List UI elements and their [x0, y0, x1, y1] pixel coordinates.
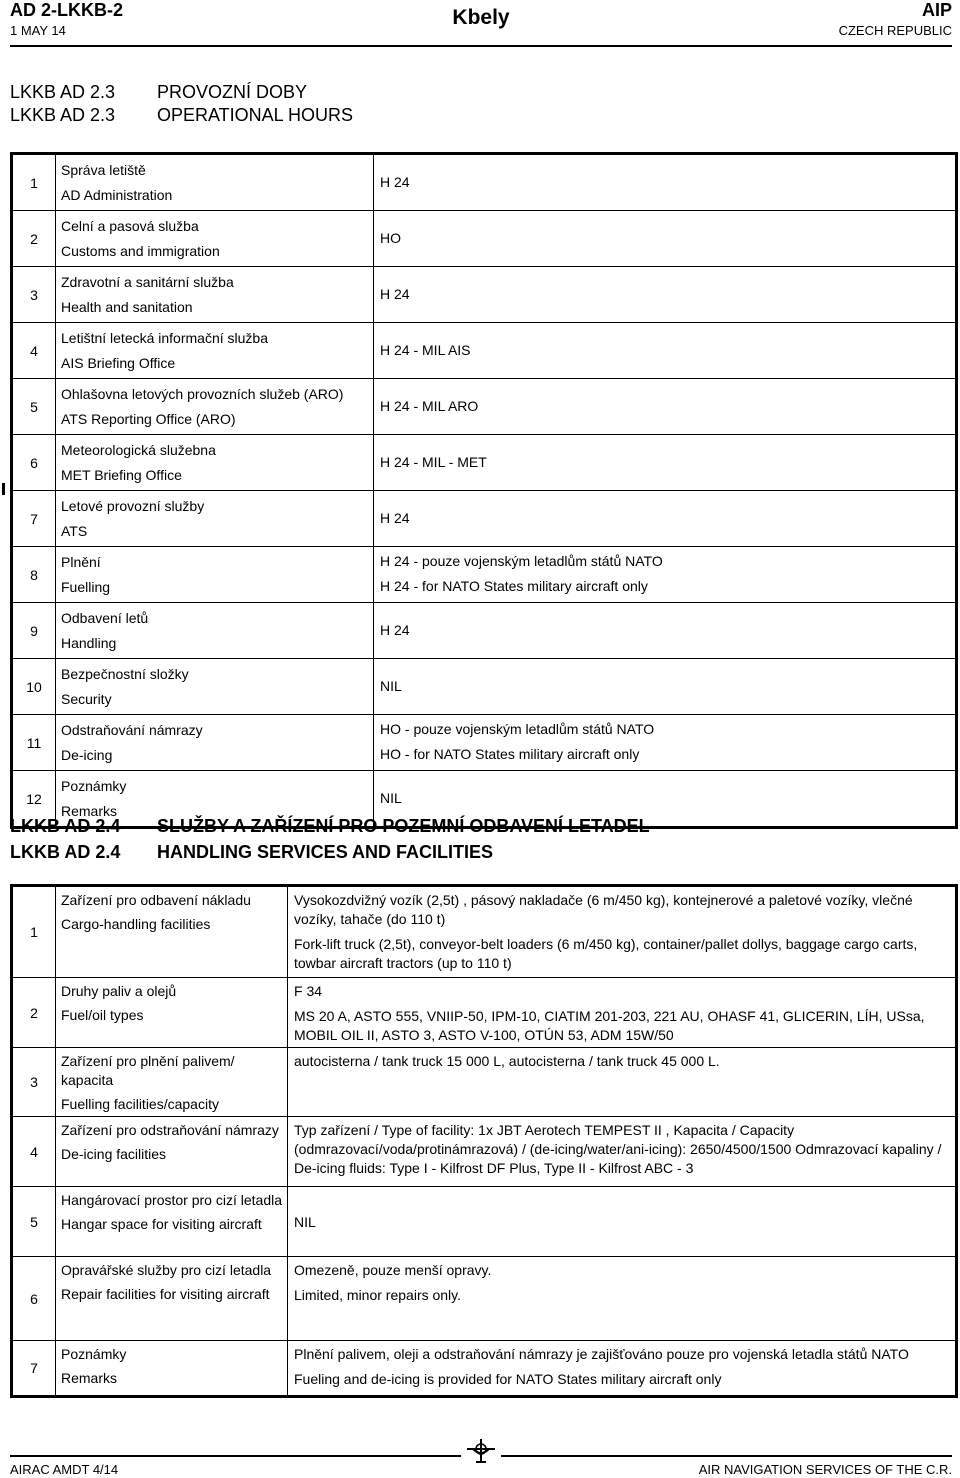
- section1-heading-en: [10, 104, 353, 127]
- item-label-en: Fuelling: [61, 579, 111, 595]
- section2-heading-cz: [10, 815, 650, 838]
- table-row: [12, 267, 957, 323]
- item-label: [56, 1257, 288, 1341]
- country-name: CZECH REPUBLIC: [838, 23, 952, 38]
- item-value-line: H 24 - for NATO States military aircraft only: [380, 577, 648, 594]
- row-number: 4: [12, 323, 56, 379]
- item-value-line: NIL: [380, 677, 402, 694]
- item-label-line: Cargo-handling facilities: [61, 916, 211, 932]
- item-label-line: Zařízení pro odbavení nákladu: [61, 892, 251, 908]
- table-row: [12, 1117, 957, 1187]
- section2-code-cz: LKKB AD 2.4: [10, 816, 121, 836]
- row-number: 7: [12, 491, 56, 547]
- item-value: [374, 659, 957, 715]
- item-value: [374, 379, 957, 435]
- item-label: [56, 1341, 288, 1397]
- item-value: [374, 715, 957, 771]
- section1-heading-cz: [10, 81, 307, 104]
- item-value-line: NIL: [380, 789, 402, 806]
- item-label: [56, 323, 374, 379]
- page-footer: [10, 1462, 952, 1478]
- row-number: 4: [12, 1117, 56, 1187]
- table-row: [12, 603, 957, 659]
- table-row: [12, 715, 957, 771]
- item-label-en: ATS: [61, 523, 88, 539]
- item-label: [56, 886, 288, 978]
- item-value-line: H 24: [380, 621, 410, 638]
- table-row: [12, 1187, 957, 1257]
- table-row: [12, 1257, 957, 1341]
- item-value-line: Vysokozdvižný vozík (2,5t) , pásový nakladače (6 m/450 kg), kontejnerové a paletové vozíky, vlečné vozíky, tahače (do 110 t): [294, 892, 913, 927]
- row-number: 7: [12, 1341, 56, 1397]
- row-number: 10: [12, 659, 56, 715]
- item-label-line: Hangárovací prostor pro cizí letadla: [61, 1192, 282, 1208]
- row-number: 6: [12, 1257, 56, 1341]
- item-value: [374, 211, 957, 267]
- item-label-en: De-icing: [61, 747, 113, 763]
- section1-title-en: OPERATIONAL HOURS: [157, 105, 354, 125]
- item-value: [288, 978, 957, 1048]
- item-label-line: Hangar space for visiting aircraft: [61, 1216, 262, 1232]
- item-value: [288, 1117, 957, 1187]
- item-value-line: H 24 - pouze vojenským letadlům států NATO: [380, 552, 663, 569]
- item-label-en: Customs and immigration: [61, 243, 220, 259]
- ans-logo-icon: [461, 1435, 501, 1465]
- item-label-line: Zařízení pro odstraňování námrazy: [61, 1122, 279, 1138]
- row-number: 11: [12, 715, 56, 771]
- item-label-line: Fuel/oil types: [61, 1007, 144, 1023]
- item-label: [56, 715, 374, 771]
- row-number: 3: [12, 267, 56, 323]
- section2-title-cz: SLUŽBY A ZAŘÍZENÍ PRO POZEMNÍ ODBAVENÍ LETADEL: [157, 816, 650, 836]
- item-label-en: Handling: [61, 635, 117, 651]
- row-number: 6: [12, 435, 56, 491]
- item-value-line: Plnění palivem, oleji a odstraňování námrazy je zajišťováno pouze pro vojenská letadla států NATO: [294, 1346, 909, 1362]
- item-label-line: De-icing facilities: [61, 1146, 167, 1162]
- aerodrome-name: Kbely: [452, 6, 510, 29]
- row-number: 1: [12, 886, 56, 978]
- item-label-line: Fuelling facilities/capacity: [61, 1096, 219, 1112]
- item-label-cz: Letištní letecká informační služba: [61, 330, 268, 346]
- item-label-en: MET Briefing Office: [61, 467, 182, 483]
- handling-services-table: [10, 884, 958, 1398]
- item-label-cz: Letové provozní služby: [61, 498, 205, 514]
- item-label: [56, 547, 374, 603]
- table-row: [12, 886, 957, 978]
- item-label-cz: Plnění: [61, 554, 101, 570]
- item-value-line: H 24: [380, 285, 410, 302]
- item-value: [374, 491, 957, 547]
- item-label: [56, 267, 374, 323]
- row-number: 5: [12, 379, 56, 435]
- table-row: [12, 1048, 957, 1117]
- item-label-line: Remarks: [61, 1370, 118, 1386]
- item-label: [56, 978, 288, 1048]
- page-header: [10, 0, 952, 44]
- section2-code-en: LKKB AD 2.4: [10, 842, 121, 862]
- section2-heading-en: [10, 841, 493, 864]
- item-value-line: Omezeně, pouze menší opravy.: [294, 1262, 492, 1278]
- item-value: [288, 1341, 957, 1397]
- amendment-number: AIRAC AMDT 4/14: [10, 1462, 119, 1477]
- item-label-cz: Správa letiště: [61, 162, 146, 178]
- publisher-name: AIR NAVIGATION SERVICES OF THE C.R.: [698, 1462, 952, 1477]
- item-label-en: AIS Briefing Office: [61, 355, 176, 371]
- item-value-line: Fork-lift truck (2,5t), conveyor-belt loaders (6 m/450 kg), container/pallet dollys, baggage cargo carts, towbar aircraft tractors (up to 110 t): [294, 936, 918, 971]
- item-label: [56, 211, 374, 267]
- row-number: 2: [12, 978, 56, 1048]
- item-value: [288, 886, 957, 978]
- item-value-line: Fueling and de-icing is provided for NATO States military aircraft only: [294, 1371, 722, 1387]
- item-label-cz: Ohlašovna letových provozních služeb (ARO): [61, 386, 344, 402]
- publication-name: AIP: [921, 0, 952, 20]
- item-value: [374, 603, 957, 659]
- operational-hours-table: [10, 152, 958, 829]
- item-label-cz: Celní a pasová služba: [61, 218, 199, 234]
- item-value: [288, 1257, 957, 1341]
- item-value-line: Typ zařízení / Type of facility: 1x JBT Aerotech TEMPEST II , Kapacita / Capacity (odmrazovací/voda/protinámrazová) / (de-icing/water/ani-icing): 2650/4500/1500 Odmrazovací kapaliny / De-icing fluids: Type I - Kilfrost DF Plus, Type II - Kilfrost ABC - 3: [294, 1122, 942, 1176]
- section1-title-cz: PROVOZNÍ DOBY: [157, 82, 308, 102]
- table-row: [12, 435, 957, 491]
- item-label-line: Poznámky: [61, 1346, 127, 1362]
- item-label: [56, 1187, 288, 1257]
- item-label-en: ATS Reporting Office (ARO): [61, 411, 236, 427]
- row-number: 9: [12, 603, 56, 659]
- item-label-cz: Odbavení letů: [61, 610, 149, 626]
- item-label: [56, 491, 374, 547]
- row-number: 5: [12, 1187, 56, 1257]
- item-value: [288, 1048, 957, 1117]
- item-label-cz: Zdravotní a sanitární služba: [61, 274, 234, 290]
- item-label-line: Repair facilities for visiting aircraft: [61, 1286, 270, 1302]
- item-label: [56, 659, 374, 715]
- table-row: [12, 379, 957, 435]
- item-value-line: H 24 - MIL ARO: [380, 397, 479, 414]
- header-rule: [10, 45, 952, 47]
- section2-title-en: HANDLING SERVICES AND FACILITIES: [157, 842, 494, 862]
- row-number: 3: [12, 1048, 56, 1117]
- item-value: [374, 267, 957, 323]
- item-value-line: F 34: [294, 983, 323, 999]
- item-value-line: H 24 - MIL - MET: [380, 453, 487, 470]
- item-label-en: Security: [61, 691, 112, 707]
- item-label-en: AD Administration: [61, 187, 173, 203]
- item-label-cz: Bezpečnostní složky: [61, 666, 189, 682]
- item-label: [56, 1048, 288, 1117]
- item-label: [56, 1117, 288, 1187]
- row-number: 8: [12, 547, 56, 603]
- row-number: 12: [12, 771, 56, 828]
- item-value-line: NIL: [294, 1214, 316, 1230]
- effective-date: 1 MAY 14: [10, 23, 66, 38]
- item-label-line: Druhy paliv a olejů: [61, 983, 177, 999]
- item-value: [374, 435, 957, 491]
- document-code: AD 2-LKKB-2: [10, 0, 124, 20]
- item-label-en: Remarks: [61, 803, 118, 819]
- section1-code-en: LKKB AD 2.3: [10, 105, 116, 125]
- table-row: [12, 1341, 957, 1397]
- item-value-line: HO: [380, 229, 401, 246]
- item-label-cz: Poznámky: [61, 778, 127, 794]
- item-label: [56, 603, 374, 659]
- item-value-line: autocisterna / tank truck 15 000 L, autocisterna / tank truck 45 000 L.: [294, 1053, 720, 1069]
- table-row: [12, 211, 957, 267]
- table-row: [12, 659, 957, 715]
- item-value: [374, 547, 957, 603]
- table-row: [12, 323, 957, 379]
- item-label-line: Zařízení pro plnění palivem/ kapacita: [61, 1053, 235, 1088]
- row-number: 1: [12, 154, 56, 211]
- item-value-line: HO - for NATO States military aircraft only: [380, 745, 640, 762]
- table-row: [12, 978, 957, 1048]
- item-label-line: Opravářské služby pro cizí letadla: [61, 1262, 272, 1278]
- item-label: [56, 154, 374, 211]
- table-row: [12, 491, 957, 547]
- item-label-en: Health and sanitation: [61, 299, 193, 315]
- item-label-cz: Odstraňování námrazy: [61, 722, 203, 738]
- table-row: [12, 154, 957, 211]
- item-value-line: H 24: [380, 509, 410, 526]
- row-number: 2: [12, 211, 56, 267]
- item-value: [374, 323, 957, 379]
- item-value-line: H 24 - MIL AIS: [380, 341, 471, 358]
- item-value-line: HO - pouze vojenským letadlům států NATO: [380, 720, 655, 737]
- item-value-line: H 24: [380, 173, 410, 190]
- item-value-line: Limited, minor repairs only.: [294, 1287, 462, 1303]
- item-label-cz: Meteorologická služebna: [61, 442, 216, 458]
- item-label: [56, 379, 374, 435]
- change-bar: [2, 483, 5, 495]
- item-value: [288, 1187, 957, 1257]
- item-value-line: MS 20 A, ASTO 555, VNIIP-50, IPM-10, CIATIM 201-203, 221 AU, OHASF 41, GLICERIN, LÍH, USsa, MOBIL OIL II, ASTO 3, ASTO V-100, OTÚN 53, ADM 15W/50: [294, 1008, 925, 1043]
- section1-code-cz: LKKB AD 2.3: [10, 82, 116, 102]
- item-value: [374, 154, 957, 211]
- item-label: [56, 435, 374, 491]
- table-row: [12, 547, 957, 603]
